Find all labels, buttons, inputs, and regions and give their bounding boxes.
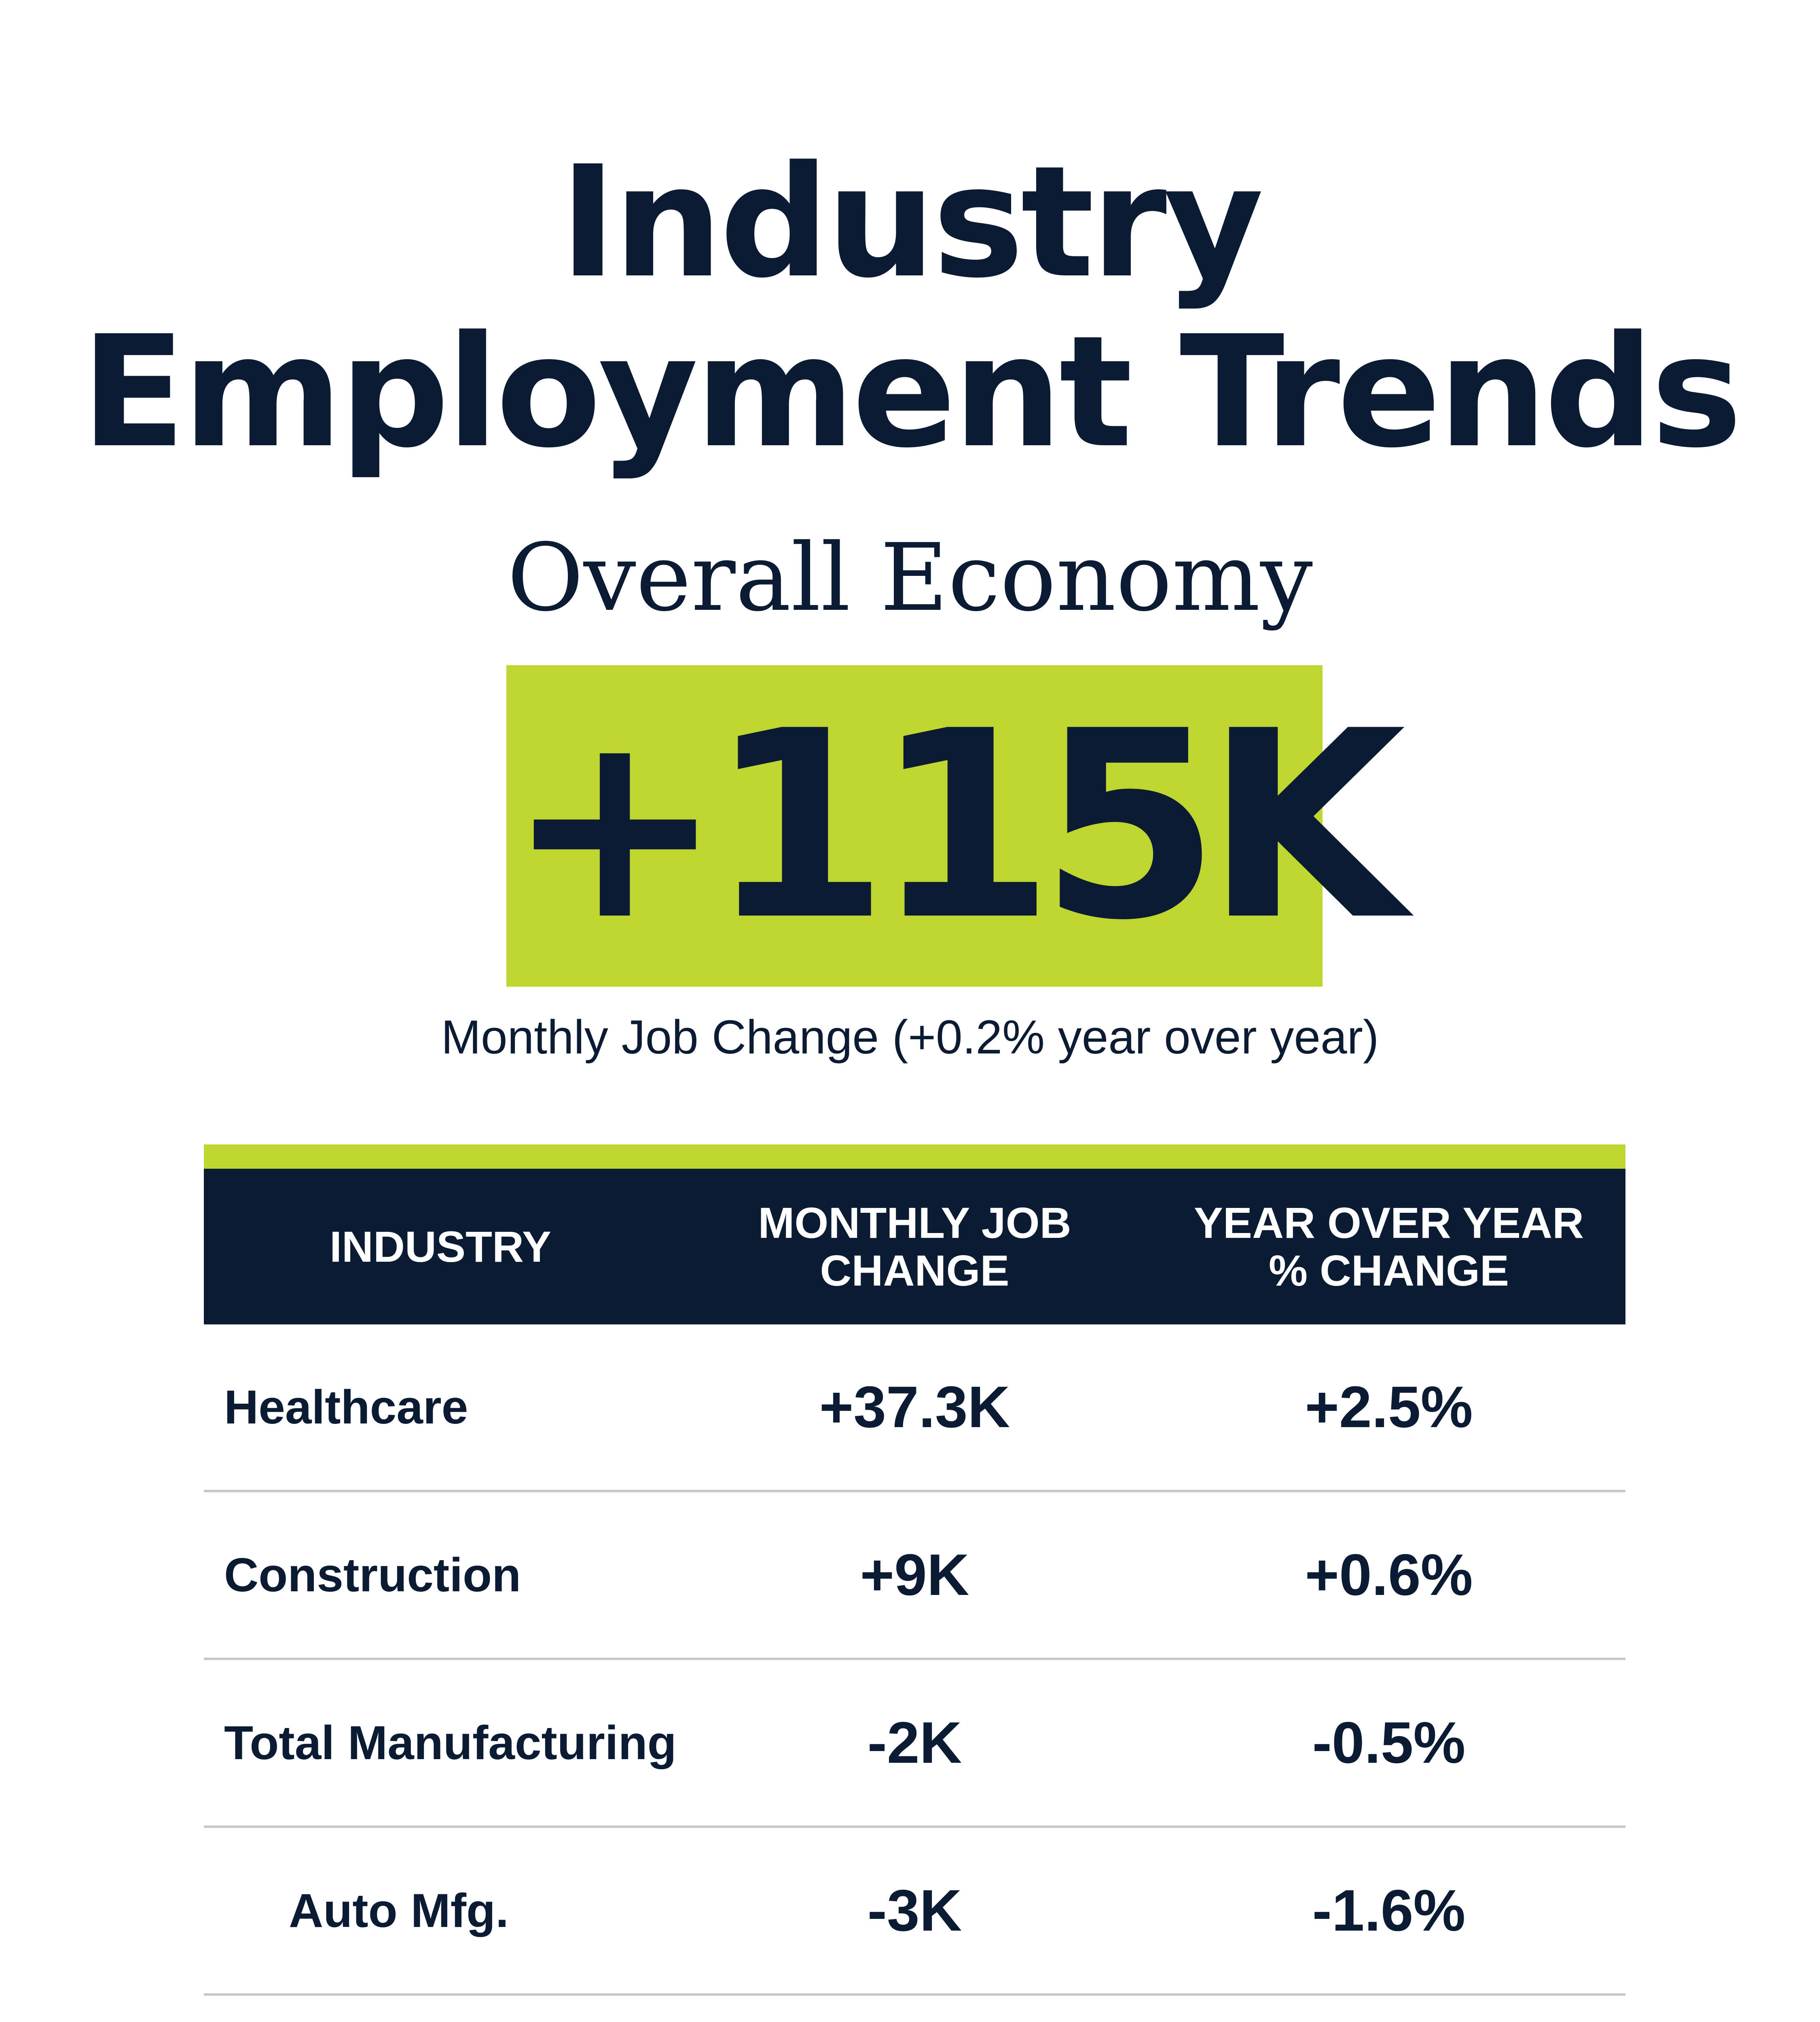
page-title-line-1: Industry (559, 133, 1261, 312)
column-header-monthly-job-change: MONTHLY JOB CHANGE (758, 1198, 1071, 1295)
table-header (204, 1169, 1625, 1324)
monthly-job-change-value: +9K (860, 1542, 969, 1607)
table-row (204, 1660, 1625, 1828)
yoy-change-value: +0.6% (1305, 1542, 1473, 1607)
table-accent-bar (204, 1144, 1625, 1169)
yoy-change-value: -0.5% (1312, 1710, 1466, 1775)
monthly-job-change-value: -2K (867, 1710, 962, 1775)
column-header-industry: INDUSTRY (329, 1222, 551, 1271)
column-header-yoy-change: YEAR OVER YEAR % CHANGE (1194, 1198, 1584, 1295)
industry-name (289, 1996, 653, 2022)
industry-name: Healthcare (224, 1380, 468, 1434)
subtitle: Overall Economy (507, 524, 1313, 632)
yoy-change-value: +2.5% (1305, 1374, 1473, 1440)
monthly-job-change-value (677, 1996, 1152, 2022)
page-title-line-2: Employment Trends (80, 302, 1740, 482)
yoy-change-value: -1.6% (1312, 1878, 1466, 1943)
monthly-job-change-value: -3K (867, 1878, 962, 1943)
headline-value: +115K (506, 675, 1392, 977)
headline-caption: Monthly Job Change (+0.2% year over year) (441, 1011, 1379, 1064)
monthly-job-change-value: +37.3K (819, 1374, 1010, 1440)
table-row (204, 1996, 1625, 2022)
industry-name: Construction (224, 1548, 521, 1602)
table-body (204, 1324, 1625, 2022)
industry-name: Auto Mfg. (289, 1884, 509, 1937)
table-row (204, 1828, 1625, 1996)
table-row (204, 1492, 1625, 1660)
industry-name: Total Manufacturing (224, 1716, 677, 1770)
table-row (204, 1324, 1625, 1492)
yoy-change-value (1152, 1996, 1625, 2022)
